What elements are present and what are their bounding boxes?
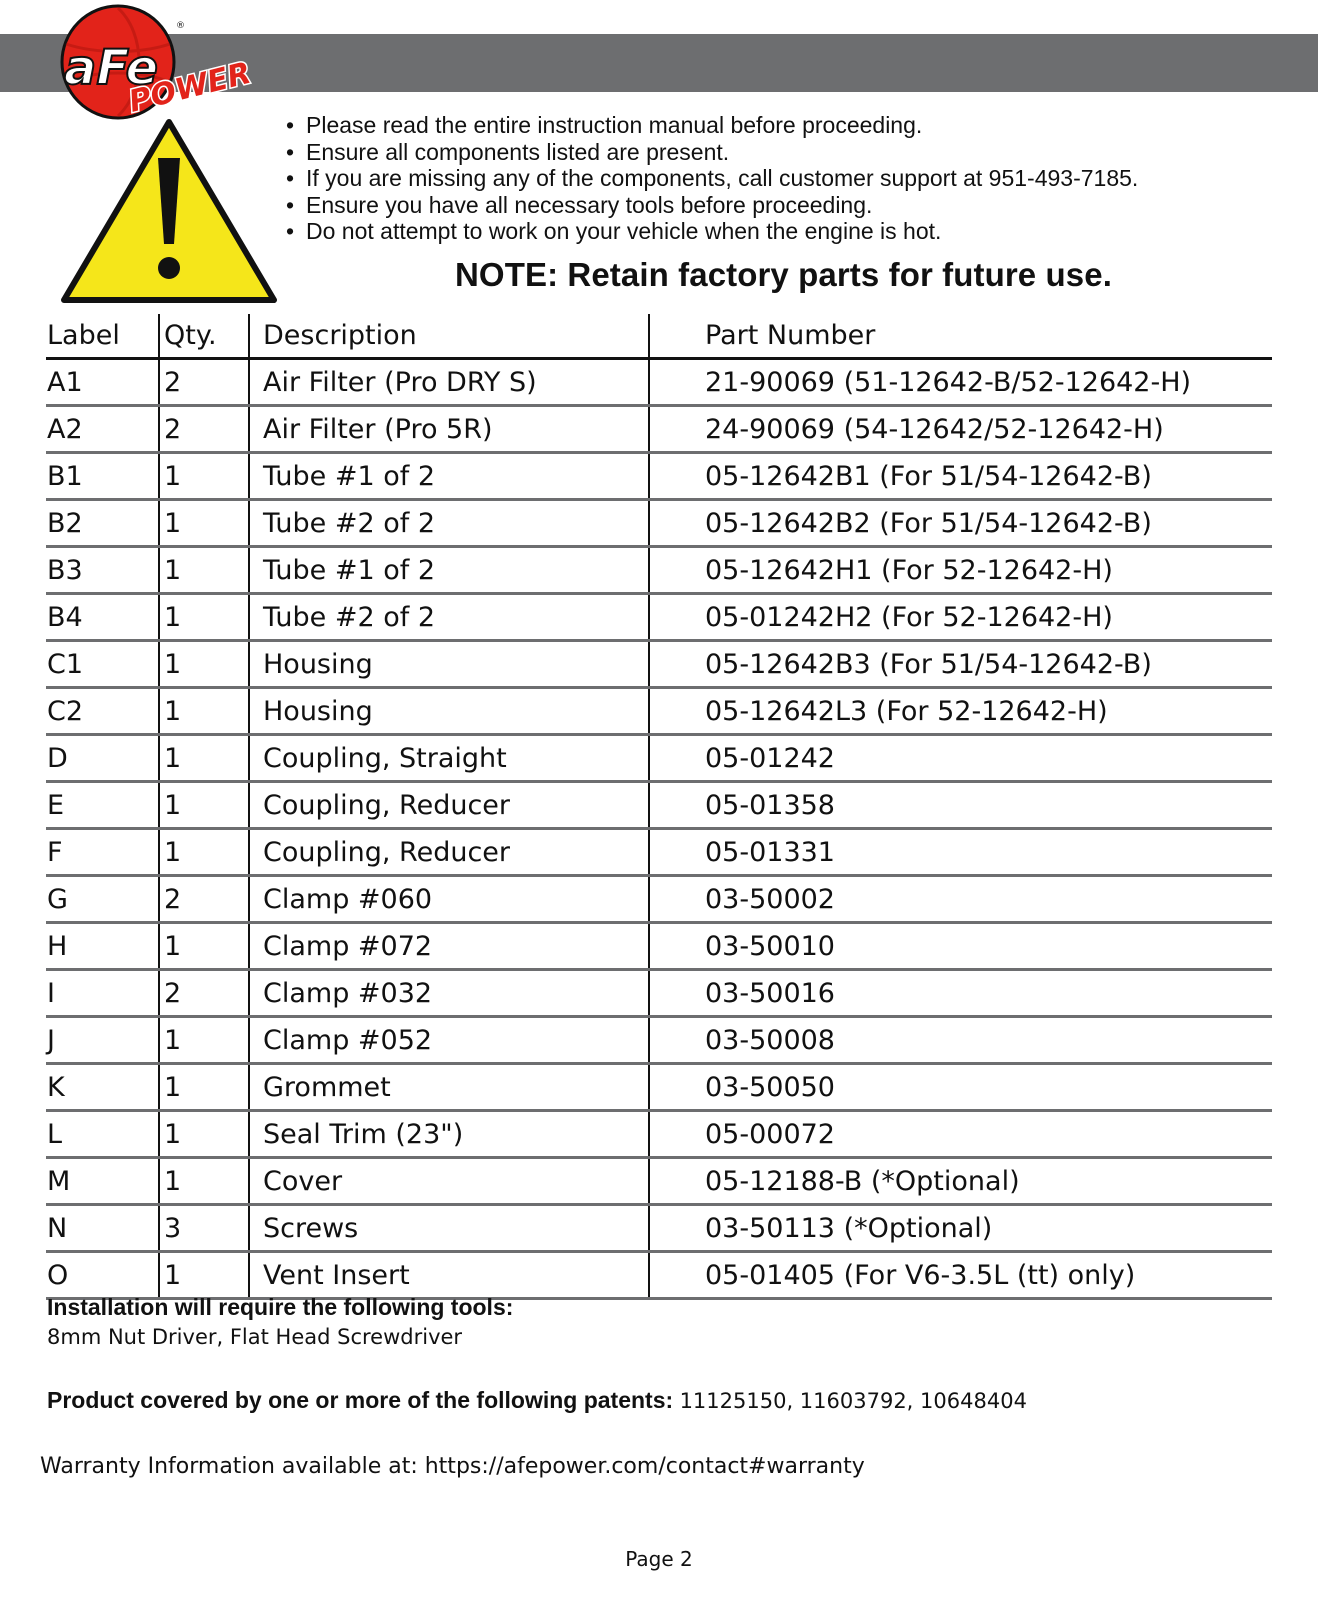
note-item: • Ensure you have all necessary tools before proceeding. bbox=[284, 192, 1138, 219]
table-row bbox=[46, 877, 1272, 924]
cell-description: Clamp #052 bbox=[248, 1018, 432, 1062]
table-row bbox=[46, 454, 1272, 501]
cell-label: B1 bbox=[47, 460, 83, 492]
cell-label: J bbox=[47, 1024, 55, 1056]
cell-part-number: 05-01242H2 (For 52-12642-H) bbox=[648, 595, 1113, 639]
logo-power-text: POWER bbox=[125, 55, 255, 120]
cell-part-number: 05-12642B1 (For 51/54-12642-B) bbox=[648, 454, 1152, 498]
cell-label: M bbox=[47, 1165, 71, 1197]
cell-label: O bbox=[47, 1259, 69, 1291]
logo-afe-text: aFe bbox=[64, 40, 159, 96]
tools-title: Installation will require the following tools: bbox=[47, 1294, 514, 1320]
cell-qty: 1 bbox=[158, 1159, 181, 1203]
table-row bbox=[46, 360, 1272, 407]
cell-qty: 1 bbox=[158, 783, 181, 827]
table-header-row bbox=[46, 314, 1272, 360]
cell-label: D bbox=[47, 742, 68, 774]
header-part-number: Part Number bbox=[648, 314, 875, 357]
cell-label: E bbox=[47, 789, 65, 821]
table-row bbox=[46, 971, 1272, 1018]
cell-description: Seal Trim (23") bbox=[248, 1112, 463, 1156]
cell-description: Tube #2 of 2 bbox=[248, 501, 435, 545]
cell-description: Air Filter (Pro DRY S) bbox=[248, 360, 537, 404]
cell-qty: 3 bbox=[158, 1206, 181, 1250]
cell-part-number: 05-12642B3 (For 51/54-12642-B) bbox=[648, 642, 1152, 686]
cell-qty: 1 bbox=[158, 830, 181, 874]
table-row bbox=[46, 689, 1272, 736]
cell-label: C2 bbox=[47, 695, 84, 727]
cell-label: B3 bbox=[47, 554, 83, 586]
warranty-info: Warranty Information available at: https://afepower.com/contact#warranty bbox=[40, 1454, 865, 1479]
cell-label: B4 bbox=[47, 601, 83, 633]
cell-qty: 1 bbox=[158, 736, 181, 780]
cell-description: Clamp #060 bbox=[248, 877, 432, 921]
cell-description: Tube #1 of 2 bbox=[248, 454, 435, 498]
cell-description: Vent Insert bbox=[248, 1253, 410, 1297]
cell-qty: 1 bbox=[158, 595, 181, 639]
cell-label: N bbox=[47, 1212, 68, 1244]
cell-part-number: 24-90069 (54-12642/52-12642-H) bbox=[648, 407, 1164, 451]
cell-part-number: 03-50113 (*Optional) bbox=[648, 1206, 992, 1250]
cell-description: Air Filter (Pro 5R) bbox=[248, 407, 493, 451]
cell-label: A1 bbox=[47, 366, 83, 398]
cell-label: I bbox=[47, 977, 55, 1009]
cell-part-number: 05-01242 bbox=[648, 736, 835, 780]
patents-line bbox=[47, 1387, 1027, 1414]
cell-qty: 2 bbox=[158, 877, 181, 921]
cell-description: Coupling, Reducer bbox=[248, 783, 510, 827]
cell-label: H bbox=[47, 930, 68, 962]
cell-qty: 2 bbox=[158, 360, 181, 404]
cell-label: G bbox=[47, 883, 68, 915]
cell-label: L bbox=[47, 1118, 63, 1150]
cell-label: C1 bbox=[47, 648, 84, 680]
cell-label: F bbox=[47, 836, 63, 868]
table-row bbox=[46, 642, 1272, 689]
table-row bbox=[46, 1253, 1272, 1300]
table-row bbox=[46, 1206, 1272, 1253]
header-qty: Qty. bbox=[158, 314, 217, 357]
cell-description: Cover bbox=[248, 1159, 342, 1203]
cell-description: Tube #2 of 2 bbox=[248, 595, 435, 639]
cell-part-number: 05-00072 bbox=[648, 1112, 835, 1156]
cell-qty: 1 bbox=[158, 501, 181, 545]
table-row bbox=[46, 407, 1272, 454]
patents-numbers: 11125150, 11603792, 10648404 bbox=[679, 1389, 1027, 1413]
cell-description: Coupling, Straight bbox=[248, 736, 507, 780]
table-row bbox=[46, 1065, 1272, 1112]
cell-part-number: 03-50050 bbox=[648, 1065, 835, 1109]
afe-power-logo bbox=[56, 4, 256, 122]
warning-triangle-icon bbox=[58, 116, 280, 306]
cell-part-number: 05-12188-B (*Optional) bbox=[648, 1159, 1020, 1203]
cell-qty: 2 bbox=[158, 971, 181, 1015]
cell-qty: 1 bbox=[158, 642, 181, 686]
cell-description: Clamp #032 bbox=[248, 971, 432, 1015]
table-row bbox=[46, 736, 1272, 783]
tools-list: 8mm Nut Driver, Flat Head Screwdriver bbox=[47, 1325, 463, 1349]
table-row bbox=[46, 1018, 1272, 1065]
cell-label: B2 bbox=[47, 507, 83, 539]
cell-part-number: 03-50002 bbox=[648, 877, 835, 921]
cell-qty: 2 bbox=[158, 407, 181, 451]
cell-part-number: 05-01331 bbox=[648, 830, 835, 874]
cell-part-number: 05-01358 bbox=[648, 783, 835, 827]
cell-qty: 1 bbox=[158, 454, 181, 498]
cell-part-number: 21-90069 (51-12642-B/52-12642-H) bbox=[648, 360, 1191, 404]
cell-label: K bbox=[47, 1071, 65, 1103]
table-row bbox=[46, 924, 1272, 971]
instruction-notes bbox=[284, 112, 1138, 245]
cell-description: Coupling, Reducer bbox=[248, 830, 510, 874]
parts-table bbox=[46, 314, 1272, 1300]
table-row bbox=[46, 783, 1272, 830]
table-row bbox=[46, 595, 1272, 642]
cell-qty: 1 bbox=[158, 1018, 181, 1062]
cell-label: A2 bbox=[47, 413, 83, 445]
cell-part-number: 03-50008 bbox=[648, 1018, 835, 1062]
cell-part-number: 05-12642B2 (For 51/54-12642-B) bbox=[648, 501, 1152, 545]
retain-parts-note: NOTE: Retain factory parts for future use. bbox=[455, 256, 1112, 293]
note-item: • Please read the entire instruction manual before proceeding. bbox=[284, 112, 1138, 139]
note-item: • Ensure all components listed are present. bbox=[284, 139, 1138, 166]
cell-description: Housing bbox=[248, 689, 373, 733]
cell-description: Housing bbox=[248, 642, 373, 686]
cell-qty: 1 bbox=[158, 548, 181, 592]
cell-description: Screws bbox=[248, 1206, 358, 1250]
cell-qty: 1 bbox=[158, 1112, 181, 1156]
cell-part-number: 03-50010 bbox=[648, 924, 835, 968]
header-label: Label bbox=[47, 320, 120, 351]
table-row bbox=[46, 548, 1272, 595]
cell-part-number: 05-12642L3 (For 52-12642-H) bbox=[648, 689, 1108, 733]
cell-qty: 1 bbox=[158, 1253, 181, 1297]
table-row bbox=[46, 830, 1272, 877]
cell-qty: 1 bbox=[158, 689, 181, 733]
cell-part-number: 03-50016 bbox=[648, 971, 835, 1015]
cell-qty: 1 bbox=[158, 1065, 181, 1109]
note-item: • If you are missing any of the components, call customer support at 951-493-7185. bbox=[284, 165, 1138, 192]
cell-description: Grommet bbox=[248, 1065, 391, 1109]
cell-description: Clamp #072 bbox=[248, 924, 432, 968]
note-item: • Do not attempt to work on your vehicle when the engine is hot. bbox=[284, 218, 1138, 245]
header-description: Description bbox=[248, 314, 417, 357]
svg-text:®: ® bbox=[176, 21, 185, 31]
patents-label: Product covered by one or more of the following patents: bbox=[47, 1387, 674, 1413]
cell-qty: 1 bbox=[158, 924, 181, 968]
table-row bbox=[46, 1112, 1272, 1159]
cell-part-number: 05-12642H1 (For 52-12642-H) bbox=[648, 548, 1113, 592]
cell-part-number: 05-01405 (For V6-3.5L (tt) only) bbox=[648, 1253, 1135, 1297]
table-row bbox=[46, 501, 1272, 548]
page-number: Page 2 bbox=[625, 1547, 693, 1571]
cell-description: Tube #1 of 2 bbox=[248, 548, 435, 592]
table-row bbox=[46, 1159, 1272, 1206]
